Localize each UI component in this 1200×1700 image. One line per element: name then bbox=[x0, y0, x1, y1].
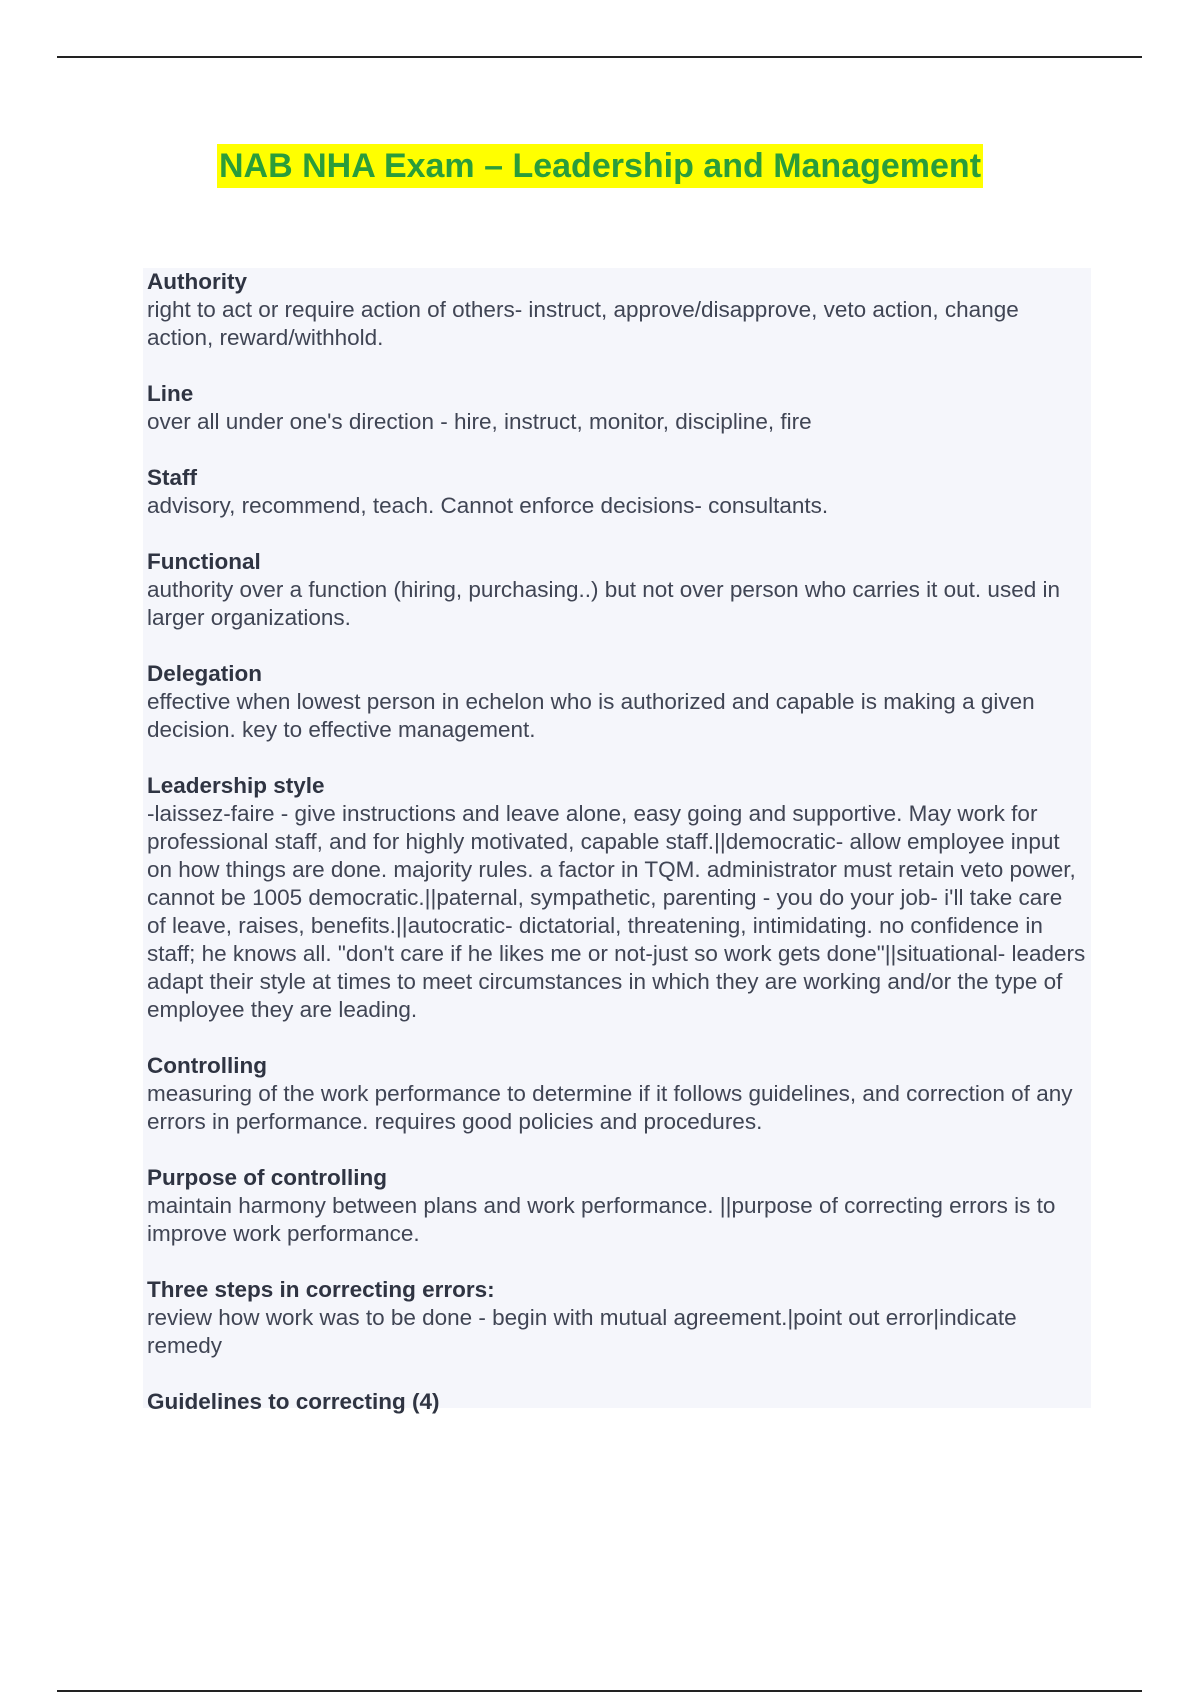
document-title: NAB NHA Exam – Leadership and Management bbox=[217, 144, 983, 188]
term-heading: Purpose of controlling bbox=[147, 1165, 387, 1190]
list-item bbox=[147, 1052, 1087, 1136]
term-definition: review how work was to be done - begin with mutual agreement.|point out error|indicate remedy bbox=[147, 1305, 1017, 1358]
term-definition: over all under one's direction - hire, instruct, monitor, discipline, fire bbox=[147, 409, 812, 434]
term-heading: Guidelines to correcting (4) bbox=[147, 1389, 440, 1414]
term-definition: advisory, recommend, teach. Cannot enforce decisions- consultants. bbox=[147, 493, 829, 518]
top-rule bbox=[57, 56, 1142, 58]
list-item bbox=[147, 660, 1087, 744]
list-item bbox=[147, 1388, 1087, 1416]
term-heading: Authority bbox=[147, 269, 247, 294]
list-item bbox=[147, 772, 1087, 1024]
term-heading: Staff bbox=[147, 465, 197, 490]
list-item bbox=[147, 548, 1087, 632]
term-definition: maintain harmony between plans and work performance. ||purpose of correcting errors is to improve work performance. bbox=[147, 1193, 1056, 1246]
term-definition: effective when lowest person in echelon who is authorized and capable is making a given decision. key to effective management. bbox=[147, 689, 1035, 742]
term-heading: Controlling bbox=[147, 1053, 267, 1078]
term-heading: Line bbox=[147, 381, 194, 406]
term-definition: measuring of the work performance to determine if it follows guidelines, and correction of any errors in performance. requires good policies and procedures. bbox=[147, 1081, 1073, 1134]
bottom-rule bbox=[57, 1690, 1142, 1692]
title-container bbox=[0, 144, 1200, 188]
flashcard-list bbox=[143, 268, 1091, 1414]
term-heading: Delegation bbox=[147, 661, 263, 686]
term-heading: Functional bbox=[147, 549, 261, 574]
term-definition: -laissez-faire - give instructions and leave alone, easy going and supportive. May work for professional staff, and for highly motivated, capable staff.||democratic- allow employee input on how things are done. majority rules. a factor in TQM. administrator must retain veto power, cannot be 1005 democratic.||paternal, sympathetic, parenting - you do your job- i'll take care of leave, raises, benefits.||autocratic- dictatorial, threatening, intimidating. no confidence in staff; he knows all. "don't care if he likes me or not-just so work gets done"||situational- leaders adapt their style at times to meet circumstances in which they are working and/or the type of employee they are leading. bbox=[147, 801, 1086, 1022]
list-item bbox=[147, 464, 1087, 520]
list-item bbox=[147, 268, 1087, 352]
list-item bbox=[147, 380, 1087, 436]
list-item bbox=[147, 1276, 1087, 1360]
term-heading: Three steps in correcting errors: bbox=[147, 1277, 495, 1302]
list-item bbox=[147, 1164, 1087, 1248]
term-definition: right to act or require action of others- instruct, approve/disapprove, veto action, change action, reward/withhold. bbox=[147, 297, 1019, 350]
term-heading: Leadership style bbox=[147, 773, 325, 798]
term-definition: authority over a function (hiring, purchasing..) but not over person who carries it out. used in larger organizations. bbox=[147, 577, 1060, 630]
